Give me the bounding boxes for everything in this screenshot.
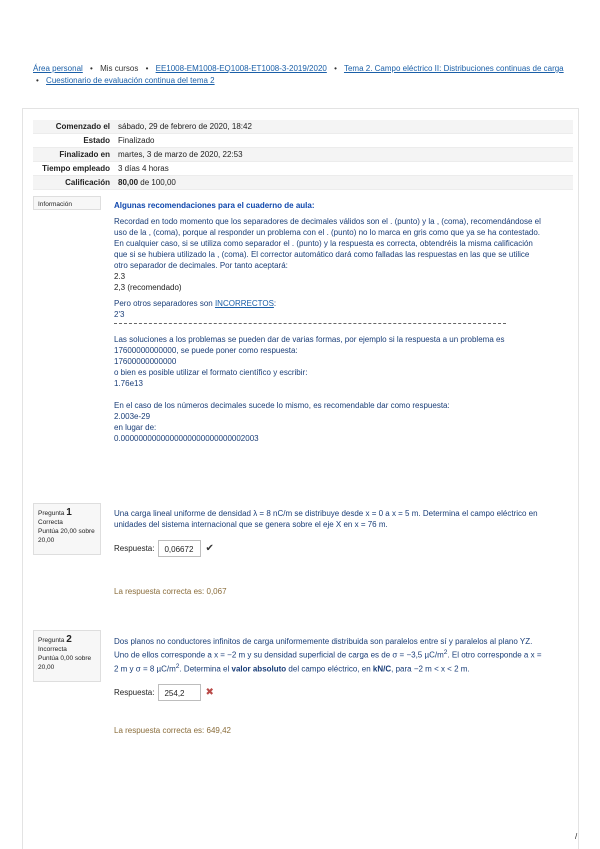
answer-field[interactable]: 254,2 bbox=[158, 684, 201, 701]
breadcrumb-quiz-link[interactable]: Cuestionario de evaluación continua del tema 2 bbox=[46, 76, 215, 85]
summary-row-finished bbox=[33, 148, 573, 162]
info-content bbox=[114, 200, 544, 444]
question-score: Puntúa 20,00 sobre 20,00 bbox=[38, 528, 95, 544]
superscript: 2 bbox=[175, 662, 180, 670]
info-example: 0.0000000000000000000000000002003 bbox=[114, 434, 259, 443]
answer-row bbox=[114, 684, 544, 701]
cross-icon: ✖ bbox=[205, 687, 214, 699]
info-text: Pero otros separadores son bbox=[114, 299, 215, 308]
question-status: Incorrecta bbox=[38, 646, 67, 653]
info-paragraph: Las soluciones a los problemas se pueden dar de varias formas, por ejemplo si la respuesta a un problema es 17600000000000, se puede poner como respuesta: bbox=[114, 335, 505, 355]
info-paragraph bbox=[114, 298, 544, 309]
breadcrumb-topic-link[interactable]: Tema 2. Campo eléctrico II: Distribuciones continuas de carga bbox=[343, 64, 564, 73]
summary-value: martes, 3 de marzo de 2020, 22:53 bbox=[118, 150, 243, 159]
breadcrumb-separator: • bbox=[334, 64, 337, 73]
summary-value bbox=[118, 176, 573, 189]
question-1-content bbox=[114, 508, 544, 597]
info-paragraph: o bien es posible utilizar el formato científico y escribir: bbox=[114, 368, 308, 377]
question-2-content bbox=[114, 636, 544, 736]
breadcrumb-separator: • bbox=[36, 76, 39, 85]
question-number: 1 bbox=[66, 507, 72, 518]
question-text bbox=[114, 636, 544, 674]
check-icon: ✔ bbox=[205, 543, 214, 554]
info-box-label: Información bbox=[38, 201, 72, 208]
correct-answer-feedback: La respuesta correcta es: 0,067 bbox=[114, 587, 227, 596]
info-paragraph: en lugar de: bbox=[114, 423, 157, 432]
info-heading: Algunas recomendaciones para el cuaderno de aula: bbox=[114, 201, 315, 210]
attempt-summary-table bbox=[33, 120, 573, 190]
question-text-part: Dos planos no conductores infinitos de carga uniformemente distribuida son paralelos entre sí y paralelos al plano YZ. Uno de ellos corresponde a x = −2 m y su densidad superficial de carga es de σ = −3,5 µC/m bbox=[114, 637, 533, 660]
question-label: Pregunta bbox=[38, 637, 65, 644]
summary-label: Comenzado el bbox=[55, 122, 110, 131]
info-example: 2.003e-29 bbox=[114, 412, 151, 421]
question-2-info bbox=[33, 630, 101, 682]
info-paragraph: Recordad en todo momento que los separadores de decimales válidos son el . (punto) y la , (coma), recomendándose el uso de la , (coma), porque al responder un problema con el . (punto) no lo marca en gris como que ya se ha contestado. En cualquier caso, si se utiliza como separador el . (punto) y la respuesta es correcta, obtendréis la misma calificación que si se hubiera utilizado la , (coma). El corrector automático dará como falladas las respuestas en las que se utilice otro separador de decimales. Por tanto aceptará: bbox=[114, 217, 541, 270]
summary-label: Estado bbox=[83, 136, 110, 145]
summary-label: Calificación bbox=[65, 178, 110, 187]
correct-answer-feedback: La respuesta correcta es: 649,42 bbox=[114, 726, 231, 736]
summary-row-time bbox=[33, 162, 573, 176]
question-number: 2 bbox=[66, 634, 72, 645]
grade-max: de 100,00 bbox=[138, 178, 176, 187]
incorrectos-link[interactable]: INCORRECTOS bbox=[214, 299, 274, 308]
answer-row bbox=[114, 540, 544, 557]
info-example: 2,3 (recomendado) bbox=[114, 283, 182, 292]
summary-row-grade bbox=[33, 176, 573, 190]
summary-row-started bbox=[33, 120, 573, 134]
info-text: : bbox=[273, 299, 277, 308]
question-label: Pregunta bbox=[38, 510, 65, 517]
question-text-bold: valor absoluto bbox=[231, 664, 287, 674]
breadcrumb-mis-cursos: Mis cursos bbox=[100, 64, 139, 73]
question-text-part: del campo eléctrico, en bbox=[286, 664, 373, 674]
question-text-bold: kN/C bbox=[372, 664, 392, 674]
breadcrumb bbox=[33, 63, 573, 87]
question-text-part: . El otro corresponde a x = 2 m y σ = 8 µC/m bbox=[114, 650, 542, 674]
info-example: 1.76e13 bbox=[114, 379, 143, 388]
answer-field[interactable]: 0,06672 bbox=[158, 540, 201, 557]
question-1-info bbox=[33, 503, 101, 555]
corner-mark: / bbox=[575, 832, 578, 841]
summary-label: Tiempo empleado bbox=[42, 164, 110, 173]
summary-value: 3 días 4 horas bbox=[118, 164, 169, 173]
breadcrumb-separator: • bbox=[90, 64, 93, 73]
superscript: 2 bbox=[443, 649, 448, 656]
breadcrumb-separator: • bbox=[145, 64, 149, 73]
info-example: 2.3 bbox=[114, 272, 126, 281]
breadcrumb-home-link[interactable]: Área personal bbox=[33, 64, 83, 73]
info-example: 2'3 bbox=[114, 310, 125, 319]
question-status: Correcta bbox=[38, 519, 63, 526]
summary-value: sábado, 29 de febrero de 2020, 18:42 bbox=[118, 122, 252, 131]
answer-label: Respuesta: bbox=[114, 544, 155, 553]
question-text-part: . Determina el bbox=[179, 664, 232, 674]
info-paragraph: En el caso de los números decimales sucede lo mismo, es recomendable dar como respuesta: bbox=[114, 401, 450, 410]
summary-row-state bbox=[33, 134, 573, 148]
answer-label: Respuesta: bbox=[114, 688, 155, 698]
question-text: Una carga lineal uniforme de densidad λ = 8 nC/m se distribuye desde x = 0 a x = 5 m. Determina el campo eléctrico en unidades del sistema internacional que se genera sobre el eje X en x = 76 m. bbox=[114, 509, 538, 529]
summary-value: Finalizado bbox=[118, 136, 155, 145]
breadcrumb-course-link[interactable]: EE1008-EM1008-EQ1008-ET1008-3-2019/2020 bbox=[155, 64, 327, 73]
dashed-divider bbox=[114, 323, 506, 325]
question-text-part: , para −2 m < x < 2 m. bbox=[391, 664, 470, 674]
question-score: Puntúa 0,00 sobre 20,00 bbox=[38, 655, 92, 671]
info-box bbox=[33, 196, 101, 210]
grade-value: 80,00 bbox=[118, 178, 139, 187]
info-example: 17600000000000 bbox=[114, 357, 177, 366]
summary-label: Finalizado en bbox=[59, 150, 110, 159]
